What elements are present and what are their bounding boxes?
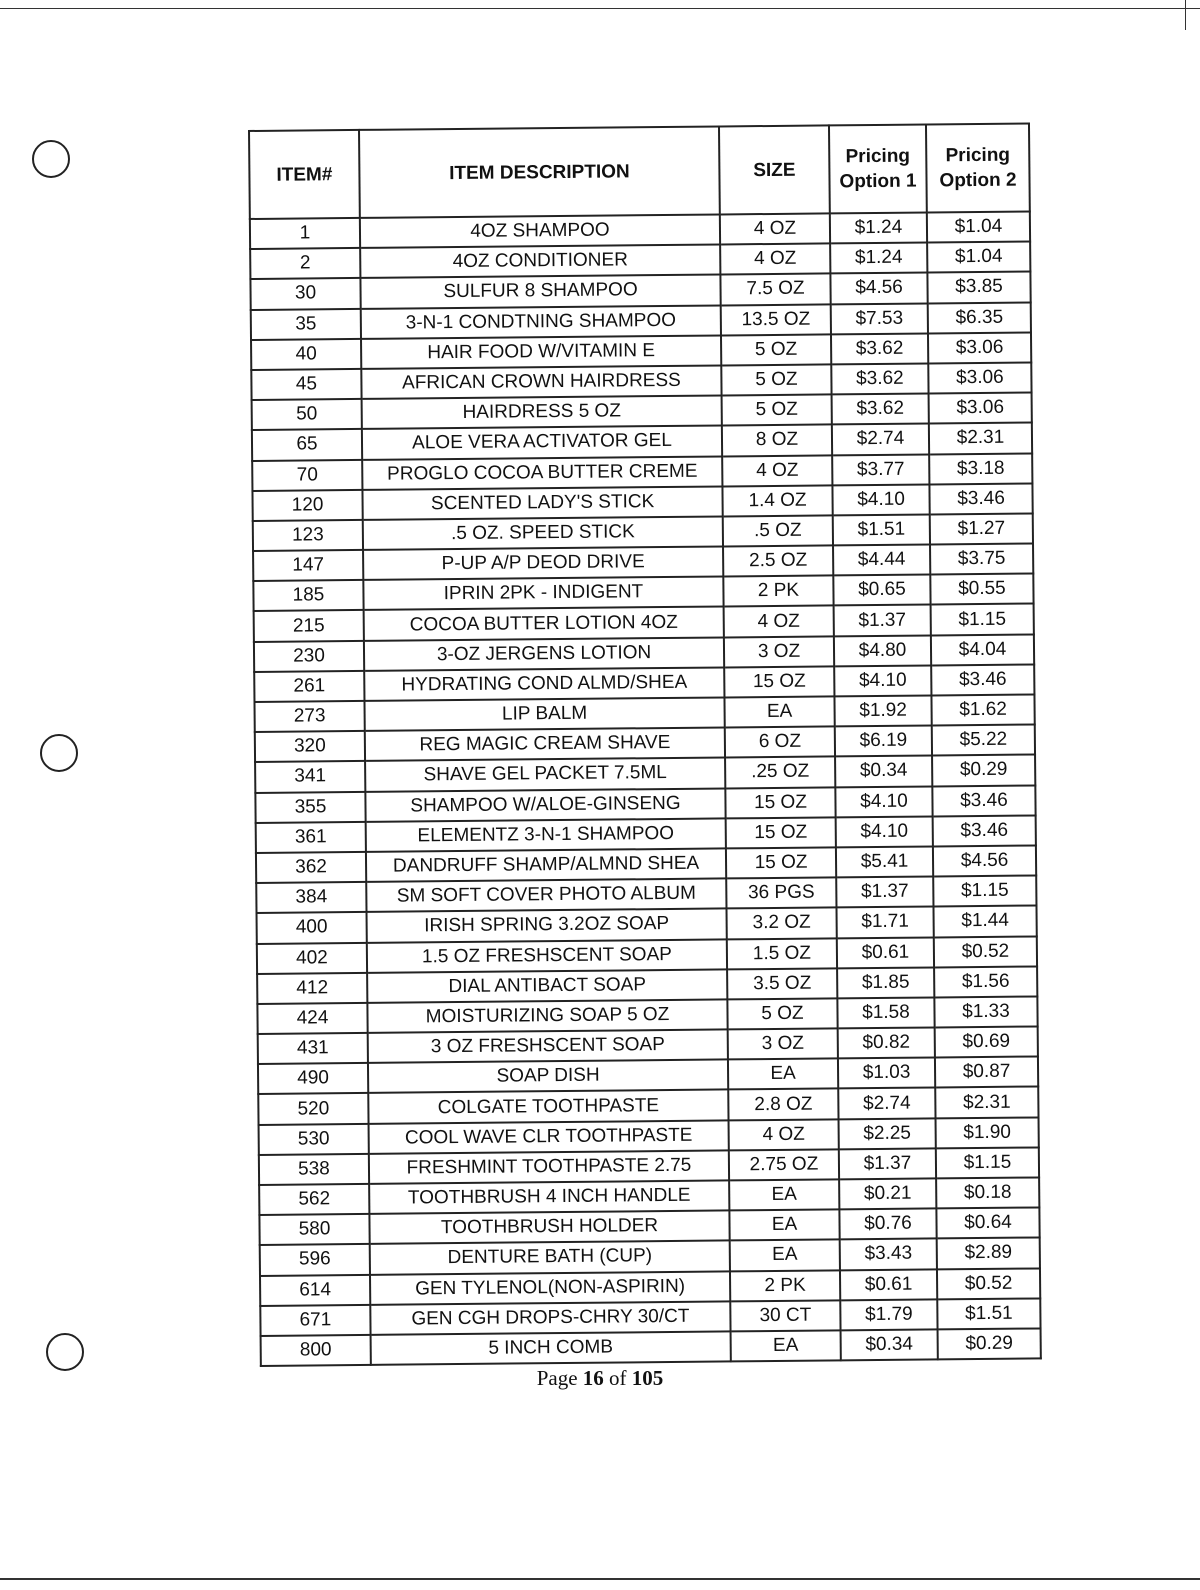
item-description-cell: HYDRATING COND ALMD/SHEA xyxy=(364,667,724,701)
item-number-cell: 45 xyxy=(251,369,361,400)
pricing-option-2-cell: $1.56 xyxy=(934,966,1037,997)
pricing-option-2-cell: $4.04 xyxy=(931,634,1034,665)
header-pricing-option-1: Pricing Option 1 xyxy=(829,124,927,213)
pricing-option-2-cell: $2.89 xyxy=(937,1238,1040,1269)
size-cell: 1.4 OZ xyxy=(722,485,832,516)
pricing-option-2-cell: $0.52 xyxy=(937,1268,1040,1299)
pricing-option-2-cell: $3.46 xyxy=(929,483,1032,514)
pricing-option-1-cell: $4.80 xyxy=(834,635,931,666)
punch-hole xyxy=(40,734,78,772)
item-description-cell: ALOE VERA ACTIVATOR GEL xyxy=(362,426,722,460)
size-cell: 5 OZ xyxy=(721,334,831,365)
pricing-option-2-cell: $1.27 xyxy=(930,513,1033,544)
size-cell: EA xyxy=(728,1059,838,1090)
header-item-number: ITEM# xyxy=(249,130,360,219)
page-number: 16 xyxy=(582,1366,604,1390)
item-description-cell: COOL WAVE CLR TOOTHPASTE xyxy=(369,1120,729,1154)
item-number-cell: 65 xyxy=(252,429,362,460)
size-cell: 3 OZ xyxy=(724,636,834,667)
pricing-option-1-cell: $2.74 xyxy=(838,1088,935,1119)
pricing-option-2-cell: $0.55 xyxy=(930,574,1033,605)
item-number-cell: 596 xyxy=(260,1244,370,1275)
pricing-option-1-cell: $4.44 xyxy=(833,545,930,576)
size-cell: 4 OZ xyxy=(720,244,830,275)
pricing-option-1-cell: $7.53 xyxy=(831,303,928,334)
pricing-option-1-cell: $4.10 xyxy=(832,484,929,515)
pricing-option-2-cell: $3.06 xyxy=(928,332,1031,363)
item-description-cell: P-UP A/P DEOD DRIVE xyxy=(363,547,723,581)
item-number-cell: 355 xyxy=(255,791,365,822)
item-description-cell: TOOTHBRUSH HOLDER xyxy=(369,1211,729,1245)
pricing-option-1-cell: $1.37 xyxy=(839,1148,936,1179)
pricing-option-1-cell: $4.10 xyxy=(836,816,933,847)
pricing-option-1-cell: $5.41 xyxy=(836,846,933,877)
size-cell: 15 OZ xyxy=(726,817,836,848)
pricing-option-1-cell: $3.77 xyxy=(832,454,929,485)
price-list-container xyxy=(248,123,1040,1368)
item-description-cell: 1.5 OZ FRESHSCENT SOAP xyxy=(367,939,727,973)
scan-edge-bottom xyxy=(0,1578,1200,1580)
page-prefix: Page xyxy=(536,1366,578,1390)
pricing-option-1-cell: $1.24 xyxy=(830,212,927,243)
pricing-option-2-cell: $4.56 xyxy=(933,845,1036,876)
item-number-cell: 320 xyxy=(255,731,365,762)
item-number-cell: 490 xyxy=(258,1063,368,1094)
pricing-option-1-cell: $6.19 xyxy=(835,726,932,757)
pricing-option-2-cell: $1.90 xyxy=(936,1117,1039,1148)
item-description-cell: DANDRUFF SHAMP/ALMND SHEA xyxy=(366,848,726,882)
pricing-option-1-cell: $1.85 xyxy=(837,967,934,998)
scan-edge-top xyxy=(0,8,1200,9)
item-number-cell: 30 xyxy=(250,278,360,309)
size-cell: EA xyxy=(730,1240,840,1271)
pricing-option-1-cell: $4.10 xyxy=(834,665,931,696)
item-number-cell: 40 xyxy=(251,339,361,370)
item-number-cell: 580 xyxy=(259,1214,369,1245)
pricing-option-2-cell: $3.75 xyxy=(930,544,1033,575)
item-description-cell: 3-OZ JERGENS LOTION xyxy=(364,637,724,671)
item-number-cell: 800 xyxy=(261,1335,371,1366)
pricing-option-1-cell: $0.61 xyxy=(840,1269,937,1300)
pricing-option-1-cell: $2.25 xyxy=(839,1118,936,1149)
page-footer xyxy=(0,1366,1200,1391)
pricing-option-2-cell: $1.04 xyxy=(927,242,1030,273)
pricing-option-2-cell: $0.29 xyxy=(932,755,1035,786)
item-description-cell: DENTURE BATH (CUP) xyxy=(370,1241,730,1275)
table-row xyxy=(261,1328,1041,1366)
pricing-option-1-cell: $0.34 xyxy=(835,756,932,787)
pricing-option-1-cell: $1.37 xyxy=(834,605,931,636)
pricing-option-2-cell: $0.29 xyxy=(938,1328,1041,1359)
item-description-cell: 3-N-1 CONDTNING SHAMPOO xyxy=(361,305,721,339)
pricing-option-1-cell: $1.37 xyxy=(836,877,933,908)
item-description-cell: SM SOFT COVER PHOTO ALBUM xyxy=(366,879,726,913)
item-number-cell: 520 xyxy=(258,1093,368,1124)
page-of: of xyxy=(609,1366,627,1390)
item-number-cell: 412 xyxy=(257,973,367,1004)
pricing-option-2-cell: $1.04 xyxy=(927,211,1030,242)
item-number-cell: 614 xyxy=(260,1274,370,1305)
item-number-cell: 538 xyxy=(259,1154,369,1185)
size-cell: 36 PGS xyxy=(726,878,836,909)
size-cell: EA xyxy=(724,696,834,727)
item-description-cell: DIAL ANTIBACT SOAP xyxy=(367,969,727,1003)
table-header-row xyxy=(249,124,1030,219)
pricing-option-1-cell: $1.24 xyxy=(830,243,927,274)
item-number-cell: 230 xyxy=(254,641,364,672)
item-description-cell: GEN TYLENOL(NON-ASPIRIN) xyxy=(370,1271,730,1305)
pricing-option-2-cell: $0.18 xyxy=(936,1177,1039,1208)
item-number-cell: 362 xyxy=(256,852,366,883)
pricing-option-2-cell: $3.06 xyxy=(929,393,1032,424)
item-number-cell: 123 xyxy=(253,520,363,551)
item-number-cell: 147 xyxy=(253,550,363,581)
item-description-cell: GEN CGH DROPS-CHRY 30/CT xyxy=(370,1301,730,1335)
item-number-cell: 273 xyxy=(254,701,364,732)
price-list-table xyxy=(248,122,1042,1367)
item-description-cell: LIP BALM xyxy=(364,697,724,731)
item-number-cell: 185 xyxy=(253,580,363,611)
item-number-cell: 120 xyxy=(252,490,362,521)
item-number-cell: 400 xyxy=(257,912,367,943)
pricing-option-2-cell: $1.15 xyxy=(931,604,1034,635)
pricing-option-2-cell: $0.69 xyxy=(935,1027,1038,1058)
size-cell: 15 OZ xyxy=(725,787,835,818)
item-number-cell: 361 xyxy=(256,822,366,853)
size-cell: 2.8 OZ xyxy=(728,1089,838,1120)
size-cell: 3 OZ xyxy=(728,1028,838,1059)
size-cell: 4 OZ xyxy=(722,455,832,486)
size-cell: 4 OZ xyxy=(720,213,830,244)
pricing-option-1-cell: $0.76 xyxy=(839,1209,936,1240)
pricing-option-1-cell: $3.62 xyxy=(831,363,928,394)
size-cell: EA xyxy=(731,1330,841,1361)
size-cell: 15 OZ xyxy=(724,666,834,697)
item-number-cell: 70 xyxy=(252,459,362,490)
size-cell: 1.5 OZ xyxy=(727,938,837,969)
item-number-cell: 35 xyxy=(251,308,361,339)
item-description-cell: 4OZ SHAMPOO xyxy=(360,214,720,248)
item-number-cell: 530 xyxy=(259,1124,369,1155)
size-cell: .5 OZ xyxy=(723,515,833,546)
item-number-cell: 2 xyxy=(250,248,360,279)
item-description-cell: SHAMPOO W/ALOE-GINSENG xyxy=(365,788,725,822)
item-number-cell: 402 xyxy=(257,942,367,973)
pricing-option-2-cell: $5.22 xyxy=(932,725,1035,756)
size-cell: 2 PK xyxy=(730,1270,840,1301)
item-description-cell: COCOA BUTTER LOTION 4OZ xyxy=(364,607,724,641)
item-number-cell: 261 xyxy=(254,671,364,702)
header-size: SIZE xyxy=(719,125,830,214)
item-number-cell: 50 xyxy=(252,399,362,430)
pricing-option-1-cell: $1.58 xyxy=(837,997,934,1028)
pricing-option-1-cell: $0.65 xyxy=(833,575,930,606)
size-cell: 30 CT xyxy=(730,1300,840,1331)
pricing-option-1-cell: $1.03 xyxy=(838,1058,935,1089)
pricing-option-2-cell: $1.44 xyxy=(933,906,1036,937)
pricing-option-1-cell: $3.43 xyxy=(840,1239,937,1270)
pricing-option-1-cell: $4.10 xyxy=(835,786,932,817)
item-description-cell: IRISH SPRING 3.2OZ SOAP xyxy=(367,909,727,943)
size-cell: 7.5 OZ xyxy=(720,274,830,305)
size-cell: 2.5 OZ xyxy=(723,545,833,576)
pricing-option-2-cell: $3.06 xyxy=(928,362,1031,393)
item-description-cell: IPRIN 2PK - INDIGENT xyxy=(363,577,723,611)
item-description-cell: SCENTED LADY'S STICK xyxy=(362,486,722,520)
pricing-option-1-cell: $0.61 xyxy=(837,937,934,968)
item-description-cell: TOOTHBRUSH 4 INCH HANDLE xyxy=(369,1180,729,1214)
pricing-option-1-cell: $4.56 xyxy=(830,273,927,304)
pricing-option-1-cell: $1.92 xyxy=(834,695,931,726)
item-description-cell: REG MAGIC CREAM SHAVE xyxy=(365,728,725,762)
pricing-option-2-cell: $3.18 xyxy=(929,453,1032,484)
size-cell: 2.75 OZ xyxy=(729,1149,839,1180)
item-description-cell: ELEMENTZ 3-N-1 SHAMPOO xyxy=(366,818,726,852)
size-cell: 5 OZ xyxy=(721,364,831,395)
header-pricing-option-2: Pricing Option 2 xyxy=(926,124,1030,213)
item-description-cell: HAIR FOOD W/VITAMIN E xyxy=(361,335,721,369)
size-cell: 8 OZ xyxy=(722,425,832,456)
size-cell: EA xyxy=(729,1179,839,1210)
item-number-cell: 384 xyxy=(256,882,366,913)
size-cell: 5 OZ xyxy=(722,395,832,426)
item-description-cell: 5 INCH COMB xyxy=(371,1331,731,1365)
pricing-option-2-cell: $0.64 xyxy=(936,1208,1039,1239)
pricing-option-1-cell: $3.62 xyxy=(832,394,929,425)
table-body xyxy=(250,211,1041,1366)
pricing-option-1-cell: $0.82 xyxy=(838,1028,935,1059)
size-cell: 5 OZ xyxy=(727,998,837,1029)
size-cell: EA xyxy=(729,1210,839,1241)
pricing-option-1-cell: $1.51 xyxy=(833,514,930,545)
size-cell: 3.5 OZ xyxy=(727,968,837,999)
item-description-cell: FRESHMINT TOOTHPASTE 2.75 xyxy=(369,1150,729,1184)
size-cell: .25 OZ xyxy=(725,757,835,788)
pricing-option-2-cell: $3.46 xyxy=(931,664,1034,695)
size-cell: 13.5 OZ xyxy=(721,304,831,335)
item-description-cell: SOAP DISH xyxy=(368,1060,728,1094)
pricing-option-2-cell: $0.52 xyxy=(934,936,1037,967)
item-description-cell: .5 OZ. SPEED STICK xyxy=(363,516,723,550)
pricing-option-2-cell: $0.87 xyxy=(935,1057,1038,1088)
size-cell: 15 OZ xyxy=(726,847,836,878)
pricing-option-2-cell: $2.31 xyxy=(929,423,1032,454)
pricing-option-1-cell: $0.34 xyxy=(841,1329,938,1360)
pricing-option-2-cell: $2.31 xyxy=(935,1087,1038,1118)
pricing-option-2-cell: $1.33 xyxy=(934,996,1037,1027)
pricing-option-2-cell: $3.46 xyxy=(932,785,1035,816)
size-cell: 4 OZ xyxy=(724,606,834,637)
size-cell: 2 PK xyxy=(723,576,833,607)
pricing-option-1-cell: $2.74 xyxy=(832,424,929,455)
pricing-option-2-cell: $3.85 xyxy=(927,272,1030,303)
item-description-cell: SHAVE GEL PACKET 7.5ML xyxy=(365,758,725,792)
item-description-cell: SULFUR 8 SHAMPOO xyxy=(360,275,720,309)
pricing-option-1-cell: $0.21 xyxy=(839,1178,936,1209)
item-number-cell: 671 xyxy=(260,1305,370,1336)
item-number-cell: 341 xyxy=(255,761,365,792)
item-description-cell: COLGATE TOOTHPASTE xyxy=(368,1090,728,1124)
pricing-option-1-cell: $1.79 xyxy=(840,1299,937,1330)
page-total: 105 xyxy=(631,1366,664,1390)
pricing-option-2-cell: $1.15 xyxy=(933,876,1036,907)
pricing-option-1-cell: $1.71 xyxy=(836,907,933,938)
item-number-cell: 424 xyxy=(257,1003,367,1034)
pricing-option-2-cell: $1.51 xyxy=(937,1298,1040,1329)
item-description-cell: 3 OZ FRESHSCENT SOAP xyxy=(368,1029,728,1063)
pricing-option-1-cell: $3.62 xyxy=(831,333,928,364)
pricing-option-2-cell: $6.35 xyxy=(928,302,1031,333)
header-item-description: ITEM DESCRIPTION xyxy=(359,126,720,217)
item-number-cell: 562 xyxy=(259,1184,369,1215)
item-description-cell: 4OZ CONDITIONER xyxy=(360,245,720,279)
pricing-option-2-cell: $1.62 xyxy=(931,694,1034,725)
size-cell: 6 OZ xyxy=(725,727,835,758)
item-description-cell: MOISTURIZING SOAP 5 OZ xyxy=(367,999,727,1033)
item-number-cell: 1 xyxy=(250,218,360,249)
item-number-cell: 215 xyxy=(254,610,364,641)
item-description-cell: PROGLO COCOA BUTTER CREME xyxy=(362,456,722,490)
pricing-option-2-cell: $3.46 xyxy=(933,815,1036,846)
scan-edge-right xyxy=(1185,0,1186,30)
item-number-cell: 431 xyxy=(258,1033,368,1064)
size-cell: 3.2 OZ xyxy=(726,908,836,939)
item-description-cell: HAIRDRESS 5 OZ xyxy=(362,396,722,430)
size-cell: 4 OZ xyxy=(729,1119,839,1150)
pricing-option-2-cell: $1.15 xyxy=(936,1147,1039,1178)
item-description-cell: AFRICAN CROWN HAIRDRESS xyxy=(361,365,721,399)
punch-hole xyxy=(32,140,70,178)
